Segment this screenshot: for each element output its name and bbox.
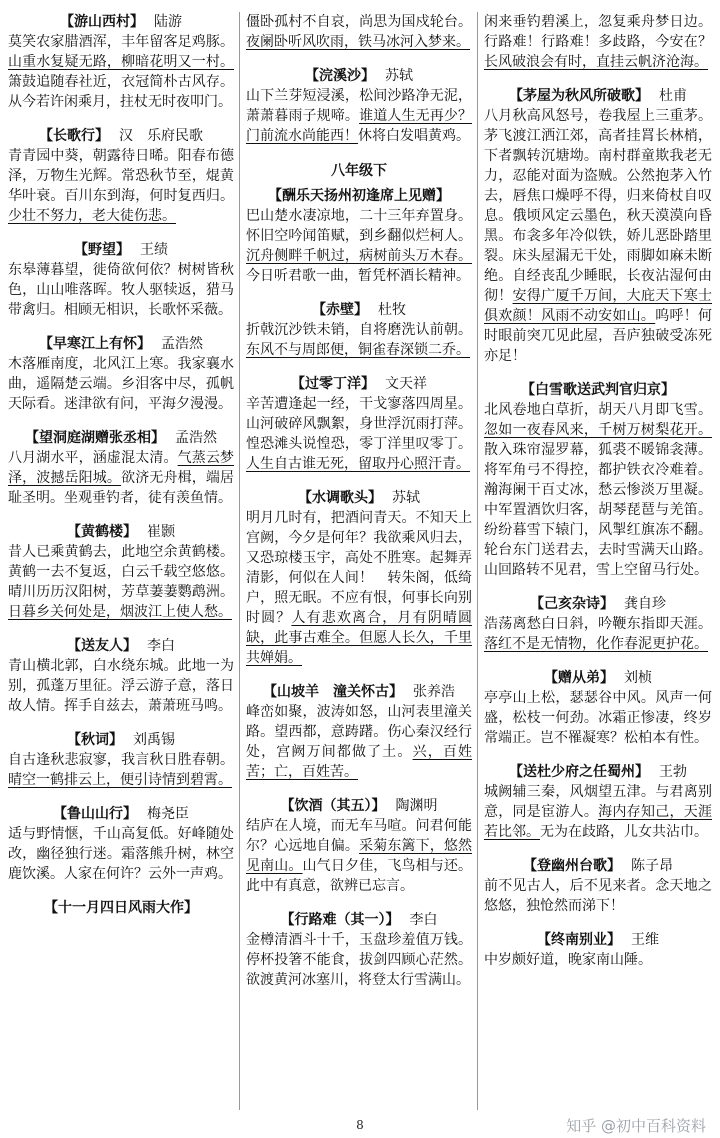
poem-header (484, 594, 712, 614)
poem-body (8, 32, 234, 112)
poem-title: 【鲁山山行】 (53, 806, 137, 822)
poem (246, 12, 472, 52)
poem (484, 12, 712, 72)
poem-body (8, 448, 234, 508)
poem-header (484, 86, 712, 106)
famous-line: 采菊东篱下，悠然见南山。 (246, 838, 472, 874)
famous-line: 人有悲欢离合，月有阴晴圆缺，此事古难全。但愿人长久，千里共婵娟。 (246, 610, 472, 666)
poem-line: 箫鼓追随春社近，衣冠简朴古风存。从今若许闲乘月，拄杖无时夜叩门。 (8, 74, 234, 110)
poem-body (8, 824, 234, 884)
poem-header (246, 374, 472, 394)
poem-author: 王勃 (659, 764, 687, 780)
poem-header (8, 240, 234, 260)
poem-line: 青青园中葵，朝露待日晞。阳春布德泽，万物生光辉。常恐秋节至，焜黄华叶衰。百川东到海，何时复西归。 (8, 148, 234, 204)
poem (8, 804, 234, 884)
poem-header (8, 804, 234, 824)
poem-header (246, 66, 472, 86)
poem-header (484, 930, 712, 950)
famous-line: 人生自古谁无死，留取丹心照汗青。 (246, 456, 470, 472)
poem-line: 辛苦遭逢起一经，干戈寥落四周星。山河破碎风飘絮，身世浮沉雨打萍。惶恐滩头说惶恐，零丁洋里叹零丁。 (246, 396, 472, 452)
poem-author: 孟浩然 (175, 430, 217, 446)
poem-title: 【茅屋为秋风所破歌】 (509, 88, 649, 104)
poem (484, 930, 712, 970)
poem-body (8, 260, 234, 320)
poem-body (484, 614, 712, 654)
poem (8, 334, 234, 414)
famous-line: 兴，百姓苦；亡，百姓苦。 (246, 744, 472, 780)
poem-author: 苏轼 (392, 490, 420, 506)
poem-line: 自古逢秋悲寂寥，我言秋日胜春朝。 (8, 752, 234, 768)
poem-line: 休将白发唱黄鸡。 (358, 128, 470, 144)
poem-header (246, 300, 472, 320)
poem-header (246, 488, 472, 508)
poem-line: 闲来垂钓碧溪上，忽复乘舟梦日边。行路难！行路难！多歧路，今安在？ (484, 14, 712, 50)
poem-title: 【野望】 (74, 242, 130, 258)
poem (484, 668, 712, 748)
section-heading: 八年级下 (331, 163, 387, 179)
poem-line: 昔人已乘黄鹤去，此地空余黄鹤楼。黄鹤一去不复返，白云千载空悠悠。晴川历历汉阳树，芳草萋萋鹦鹉洲。 (8, 544, 234, 600)
poem-body (8, 656, 234, 716)
poem (8, 240, 234, 320)
poem-author: 龚自珍 (624, 596, 666, 612)
famous-line: 山重水复疑无路，柳暗花明又一村。 (8, 54, 234, 70)
poem-title: 【过零丁洋】 (291, 376, 375, 392)
poem-line: 僵卧孤村不自哀，尚思为国戍轮台。 (246, 14, 472, 30)
famous-line: 晴空一鹤排云上，便引诗情到碧霄。 (8, 772, 232, 788)
poem (246, 910, 472, 990)
poem-author: 王维 (631, 932, 659, 948)
poem-body (246, 816, 472, 896)
poem-line: 欲济无舟楫，端居耻圣明。坐观垂钓者，徒有羡鱼情。 (8, 470, 234, 506)
famous-line: 落红不是无情物，化作春泥更护花。 (484, 636, 708, 652)
poem (484, 86, 712, 366)
poem-line: 明月几时有，把酒问青天。不知天上宫阙，今夕是何年？我欲乘风归去，又恐琼楼玉宇，高处不胜寒。起舞弄清影，何似在人间！ 转朱阁，低绮户，照无眠。不应有恨，何事长向别时圆？ (246, 510, 472, 626)
poem-line: 结庐在人境，而无车马喧。问君何能尔？心远地自偏。 (246, 818, 472, 854)
poem-title: 【浣溪沙】 (305, 68, 375, 84)
poem (246, 66, 472, 146)
poem-header (8, 12, 234, 32)
famous-line: 东风不与周郎便，铜雀春深锁二乔。 (246, 342, 470, 358)
famous-line: 忽如一夜春风来，千树万树梨花开。 (484, 422, 712, 438)
poem-line: 亭亭山上松，瑟瑟谷中风。风声一何盛，松枝一何劲。冰霜正惨凄，终岁常端正。岂不罹凝寒？松柏本有性。 (484, 690, 712, 746)
poem-title: 【送友人】 (67, 638, 137, 654)
poem-author: 孟浩然 (161, 336, 203, 352)
poem-title: 【长歌行】 (39, 128, 109, 144)
poem-body (246, 508, 472, 668)
poem-title: 【终南别业】 (537, 932, 621, 948)
poem-title: 【秋词】 (67, 732, 123, 748)
poem-line: 浩荡离愁白日斜，吟鞭东指即天涯。 (484, 616, 712, 632)
poem-line: 八月湖水平，涵虚混太清。 (8, 450, 178, 466)
poem-title: 【行路难（其一）】 (280, 912, 400, 928)
poem-line: 北风卷地白草折，胡天八月即飞雪。 (484, 402, 712, 418)
poem-body (8, 354, 234, 414)
poem (8, 126, 234, 226)
poem-body (484, 400, 712, 580)
column-middle (246, 12, 472, 1110)
poem-header (484, 856, 712, 876)
poem-title: 【饮酒（其五）】 (280, 798, 386, 814)
poem-title: 【游山西村】 (60, 14, 144, 30)
poem-line: 山气日夕佳，飞鸟相与还。此中有真意，欲辨已忘言。 (246, 858, 472, 894)
poem-line: 无为在歧路，儿女共沾巾。 (540, 824, 708, 840)
poem-title: 【送杜少府之任蜀州】 (509, 764, 649, 780)
poem-line: 八月秋高风怒号，卷我屋上三重茅。茅飞渡江洒江郊，高者挂罥长林梢，下者飘转沉塘坳。南村群童欺我老无力，忍能对面为盗贼。公然抱茅入竹去，唇焦口燥呼不得，归来倚杖自叹息。俄顷风定云墨色，秋天漠漠向昏黑。布衾多年冷似铁，娇儿恶卧踏里裂。床头屋漏无干处，雨脚如麻未断绝。自经丧乱少睡眠，长夜沾湿何由彻！ (484, 108, 712, 304)
poem-author: 张养浩 (413, 684, 455, 700)
famous-line: 少壮不努力，老大徒伤悲。 (8, 208, 176, 224)
poem-title: 【己亥杂诗】 (530, 596, 614, 612)
poem-body (246, 930, 472, 990)
poem (8, 428, 234, 508)
column-right (484, 12, 712, 1110)
poem-author: 陶渊明 (395, 798, 438, 814)
poem-author: 陆游 (154, 14, 182, 30)
poem-header (8, 334, 234, 354)
poem (8, 636, 234, 716)
poem-author: 文天祥 (385, 376, 427, 392)
poem-title: 【赠从弟】 (544, 670, 614, 686)
famous-line: 长风破浪会有时，直挂云帆济沧海。 (484, 54, 708, 70)
poem-line: 前不见古人，后不见来者。念天地之悠悠，独怆然而涕下！ (484, 878, 712, 914)
poem-body (8, 750, 234, 790)
poem (246, 796, 472, 896)
column-divider (477, 12, 478, 1110)
poem-author: 陈子昂 (631, 858, 673, 874)
poem (484, 594, 712, 654)
poem-header (8, 126, 234, 146)
poem-line: 金樽清酒斗十千，玉盘珍羞值万钱。停杯投箸不能食，拔剑四顾心茫然。欲渡黄河冰塞川，将登太行雪满山。 (246, 932, 472, 988)
poem-body (484, 950, 712, 970)
poem (246, 374, 472, 474)
poem-header (484, 668, 712, 688)
poem-header (484, 762, 712, 782)
poem-author: 刘禹锡 (133, 732, 175, 748)
poem-body (246, 394, 472, 474)
poem (246, 682, 472, 782)
poem-header (8, 730, 234, 750)
poem-line: 散入珠帘湿罗幕，狐裘不暖锦衾薄。将军角弓不得控，都护铁衣冷难着。瀚海阑干百丈冰，愁云惨淡万里凝。中军置酒饮归客，胡琴琵琶与羌笛。纷纷暮雪下辕门，风掣红旗冻不翻。轮台东门送君去，去时雪满天山路。山回路转不见君，雪上空留马行处。 (484, 442, 712, 578)
poem-header (246, 186, 472, 206)
poem (484, 380, 712, 580)
famous-line: 沉舟侧畔千帆过，病树前头万木春。 (246, 248, 472, 264)
poem-title: 【十一月四日风雨大作】 (44, 900, 198, 916)
poem-line: 中岁颇好道，晚家南山陲。 (484, 952, 652, 968)
poem-body (246, 320, 472, 360)
poem-author: 杜牧 (378, 302, 406, 318)
poem-author: 崔颢 (147, 524, 175, 540)
poem-title: 【登幽州台歌】 (523, 858, 621, 874)
poem-body (246, 86, 472, 146)
column-left (8, 12, 234, 1110)
poem-title: 【望洞庭湖赠张丞相】 (25, 430, 165, 446)
poem-body (484, 12, 712, 72)
poem-title: 【黄鹤楼】 (67, 524, 137, 540)
poem-title: 【白雪歌送武判官归京】 (521, 382, 675, 398)
poem-author: 刘桢 (624, 670, 652, 686)
poem-body (246, 12, 472, 52)
famous-line: 谁道人生无再少？门前流水尚能西！ (246, 108, 472, 144)
poem-line: 山下兰芽短浸溪，松间沙路净无泥，萧萧暮雨子规啼。 (246, 88, 472, 124)
famous-line: 日暮乡关何处是，烟波江上使人愁。 (8, 604, 232, 620)
poem (8, 730, 234, 790)
famous-line: 海内存知己，天涯若比邻。 (484, 804, 712, 840)
poem-title: 【早寒江上有怀】 (39, 336, 151, 352)
poem-body (484, 688, 712, 748)
poem-author: 李白 (409, 912, 438, 928)
poem-body (8, 542, 234, 622)
poem-header (8, 428, 234, 448)
poem-header (246, 682, 472, 702)
poem-line: 呜呼！何时眼前突兀见此屋，吾庐独破受冻死亦足！ (484, 308, 712, 364)
poem-body (246, 206, 472, 286)
poem (8, 12, 234, 112)
famous-line: 安得广厦千万间，大庇天下寒士俱欢颜！风雨不动安如山。 (484, 288, 712, 324)
poem-header (246, 796, 472, 816)
page-number: 8 (356, 1118, 364, 1132)
poem-body (484, 106, 712, 366)
poem-author: 杜甫 (659, 88, 687, 104)
poem-title: 【酬乐天扬州初逢席上见赠】 (268, 188, 450, 204)
poem-body (484, 876, 712, 916)
poem-body (484, 782, 712, 842)
poem-title: 【水调歌头】 (298, 490, 382, 506)
column-divider (239, 12, 240, 1110)
poem-header (8, 522, 234, 542)
poem (8, 522, 234, 622)
poem-line: 城阙辅三秦，风烟望五津。与君离别意，同是宦游人。 (484, 784, 712, 820)
poem-line: 适与野情惬，千山高复低。好峰随处改，幽径独行迷。霜落熊升树，林空鹿饮溪。人家在何许？云外一声鸡。 (8, 826, 234, 882)
poem (246, 300, 472, 360)
poem-line: 巴山楚水凄凉地，二十三年弃置身。怀旧空吟闻笛赋，到乡翻似烂柯人。 (246, 208, 472, 244)
poem-line: 东皋薄暮望，徙倚欲何依？树树皆秋色，山山唯落晖。牧人驱犊返，猎马带禽归。相顾无相识，长歌怀采薇。 (8, 262, 234, 318)
poem-author: 王绩 (140, 242, 168, 258)
poem (484, 762, 712, 842)
poem-author: 汉 乐府民歌 (119, 128, 203, 144)
poem-line: 莫笑农家腊酒浑，丰年留客足鸡豚。 (8, 34, 234, 50)
famous-line: 夜阑卧听风吹雨，铁马冰河入梦来。 (246, 34, 470, 50)
poem-title: 【山坡羊 潼关怀古】 (263, 684, 403, 700)
poem-line: 峰峦如聚，波涛如怒，山河表里潼关路。望西都，意踌躇。伤心秦汉经行处，宫阙万间都做了土。 (246, 704, 472, 760)
poem-line: 折戟沉沙铁未销，自将磨洗认前朝。 (246, 322, 472, 338)
poem-header (8, 898, 234, 918)
famous-line: 气蒸云梦泽，波撼岳阳城。 (8, 450, 234, 486)
poem-line: 青山横北郭，白水绕东城。此地一为别，孤蓬万里征。浮云游子意，落日故人情。挥手自兹去，萧萧班马鸣。 (8, 658, 234, 714)
poem-header (246, 910, 472, 930)
poem-body (8, 146, 234, 226)
watermark: 知乎 @初中百科资料 (566, 1117, 706, 1135)
poem-line: 今日听君歌一曲，暂凭杯酒长精神。 (246, 268, 470, 284)
poem (246, 186, 472, 286)
poem (484, 856, 712, 916)
poem-title: 【赤壁】 (312, 302, 368, 318)
poem-author: 李白 (147, 638, 175, 654)
poem-author: 梅尧臣 (147, 806, 189, 822)
poem-body (246, 702, 472, 782)
poem-header (8, 636, 234, 656)
poem-header (484, 380, 712, 400)
poem-line: 木落雁南度，北风江上寒。我家襄水曲，遥隔楚云端。乡泪客中尽，孤帆天际看。迷津欲有问，平海夕漫漫。 (8, 356, 234, 412)
poem-author: 苏轼 (385, 68, 413, 84)
poem (246, 488, 472, 668)
poem (8, 898, 234, 918)
